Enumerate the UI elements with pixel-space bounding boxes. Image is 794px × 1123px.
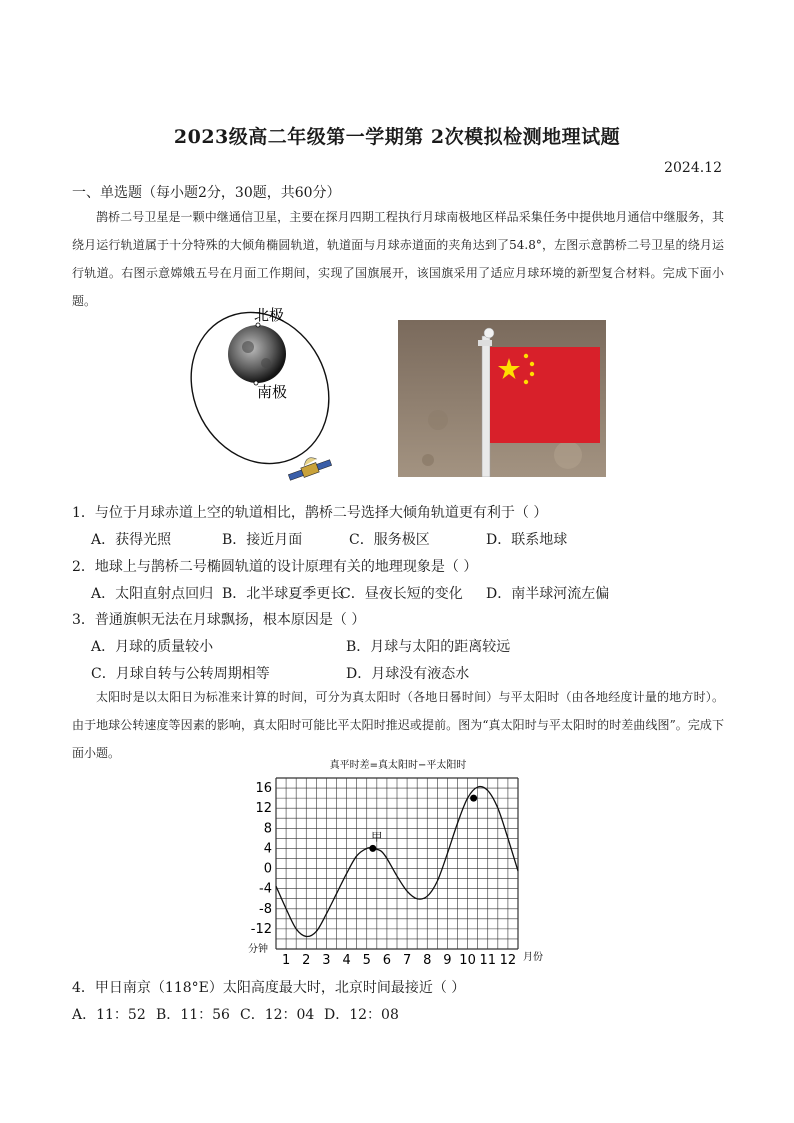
x-tick-label: 7 bbox=[402, 953, 412, 966]
y-tick-label: 16 bbox=[255, 781, 272, 797]
y-tick-label: 12 bbox=[255, 801, 272, 817]
q1-option-b[interactable]: B．接近月面 bbox=[222, 532, 303, 548]
satellite-icon bbox=[285, 452, 332, 483]
passage-2: 太阳时是以太阳日为标准来计算的时间，可分为真太阳时（各地日晷时间）与平太阳时（由各地经度计量的地方时）。由于地球公转速度等因素的影响，真太阳时可能比平太阳时推迟或提前。图为“真太阳时与平太阳时的时差曲线图”。完成下面小题。 bbox=[72, 690, 724, 760]
q4-option-d[interactable]: D．12：08 bbox=[324, 1007, 399, 1023]
y-tick-label: -12 bbox=[250, 921, 272, 937]
q3-option-b[interactable]: B．月球与太阳的距离较远 bbox=[346, 639, 511, 655]
x-tick-label: 1 bbox=[281, 953, 291, 966]
q2-option-a[interactable]: A．太阳直射点回归 bbox=[91, 586, 214, 602]
q2-option-d[interactable]: D．南半球河流左偏 bbox=[486, 586, 610, 602]
x-axis-label: 月份 bbox=[523, 952, 543, 963]
exam-date: 2024.12 bbox=[664, 160, 722, 176]
y-tick-label: -8 bbox=[259, 901, 272, 917]
question-2-stem: 2．地球上与鹊桥二号椭圆轨道的设计原理有关的地理现象是（ ） bbox=[72, 559, 478, 575]
north-pole-label: 北极 bbox=[254, 306, 285, 324]
question-3-stem: 3．普通旗帜无法在月球飘扬，根本原因是（ ） bbox=[72, 612, 366, 628]
y-axis-ticks bbox=[251, 781, 272, 937]
x-tick-label: 11 bbox=[479, 953, 497, 966]
q3-option-c[interactable]: C．月球自转与公转周期相等 bbox=[91, 666, 270, 682]
x-tick-label: 3 bbox=[322, 953, 331, 966]
x-tick-label: 12 bbox=[499, 953, 517, 966]
page-title: 2023级高二年级第一学期第 2次模拟检测地理试题 bbox=[173, 126, 621, 148]
x-tick-label: 4 bbox=[342, 953, 351, 966]
x-tick-label: 6 bbox=[382, 953, 392, 966]
question-1-stem: 1．与位于月球赤道上空的轨道相比，鹊桥二号选择大倾角轨道更有利于（ ） bbox=[72, 505, 548, 521]
y-tick-label: 8 bbox=[263, 821, 272, 837]
orbit-figure bbox=[180, 305, 340, 490]
data-point bbox=[369, 845, 376, 852]
y-axis-label: 分钟 bbox=[248, 944, 268, 955]
x-tick-label: 5 bbox=[362, 953, 371, 966]
q2-option-c[interactable]: C．昼夜长短的变化 bbox=[340, 586, 463, 602]
flag-photo bbox=[398, 320, 606, 477]
flag-pole bbox=[482, 336, 490, 477]
chart-title: 真平时差=真太阳时−平太阳时 bbox=[329, 760, 467, 771]
q4-option-a[interactable]: A．11：52 bbox=[72, 1007, 146, 1023]
x-tick-label: 9 bbox=[443, 953, 452, 966]
q1-option-a[interactable]: A．获得光照 bbox=[91, 532, 172, 548]
q1-option-d[interactable]: D．联系地球 bbox=[486, 532, 568, 548]
south-pole-label: 南极 bbox=[257, 383, 288, 401]
q4-option-b[interactable]: B．11：56 bbox=[156, 1007, 230, 1023]
y-tick-label: 0 bbox=[263, 861, 272, 877]
x-tick-label: 10 bbox=[459, 953, 476, 966]
flag-icon bbox=[490, 347, 600, 443]
section-heading: 一、单选题（每小题2分，30题，共60分） bbox=[72, 185, 341, 201]
x-tick-label: 8 bbox=[423, 953, 432, 966]
x-axis-ticks bbox=[282, 953, 516, 966]
q3-option-a[interactable]: A．月球的质量较小 bbox=[91, 639, 214, 655]
chart-grid bbox=[276, 778, 518, 949]
question-4-stem: 4．甲日南京（118°E）太阳高度最大时，北京时间最接近（ ） bbox=[72, 980, 466, 996]
y-tick-label: 4 bbox=[263, 841, 272, 857]
moon-icon bbox=[228, 325, 286, 383]
q3-option-d[interactable]: D．月球没有液态水 bbox=[346, 666, 470, 682]
q4-option-c[interactable]: C．12：04 bbox=[240, 1007, 315, 1023]
y-tick-label: -4 bbox=[259, 881, 272, 897]
point-label: 甲 bbox=[371, 830, 383, 844]
passage-1: 鹊桥二号卫星是一颗中继通信卫星，主要在探月四期工程执行月球南极地区样品采集任务中提供地月通信中继服务，其绕月运行轨道属于十分特殊的大倾角椭圆轨道，轨道面与月球赤道面的夹角达到了54.8°，左图示意鹊桥二号卫星的绕月运行轨道。右图示意嫦娥五号在月面工作期间，实现了国旗展开，该国旗采用了适应月球环境的新型复合材料。完成下面小题。 bbox=[72, 210, 724, 308]
q1-option-c[interactable]: C．服务极区 bbox=[349, 532, 430, 548]
time-difference-chart bbox=[246, 756, 556, 966]
chart-points bbox=[369, 795, 477, 852]
x-tick-label: 2 bbox=[302, 953, 311, 966]
data-point bbox=[470, 795, 477, 802]
q2-option-b[interactable]: B．北半球夏季更长 bbox=[222, 586, 345, 602]
